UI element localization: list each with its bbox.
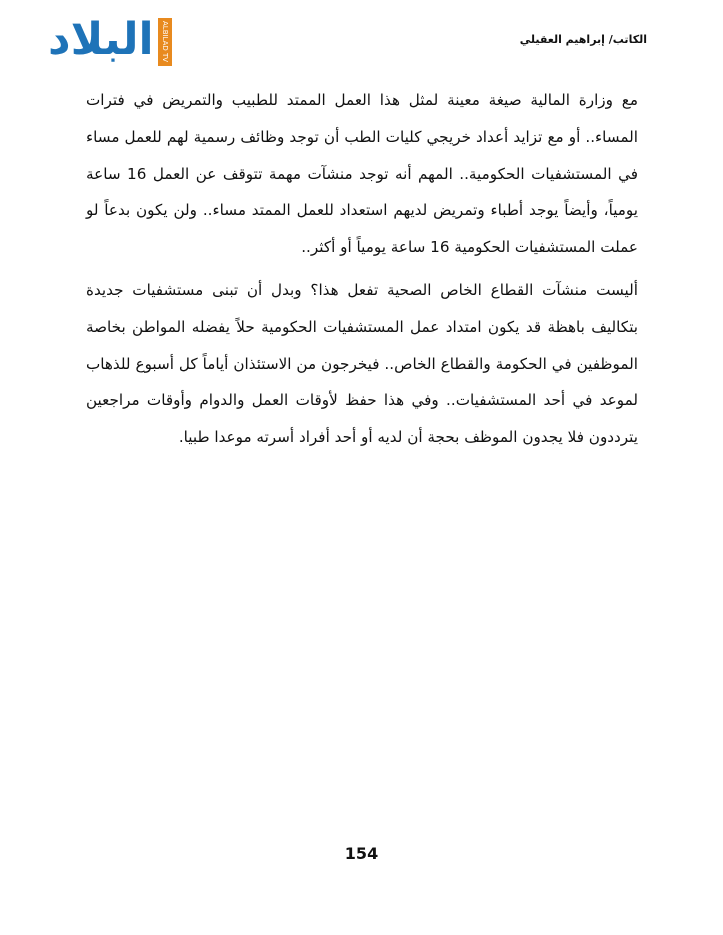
author-line: الكاتب/ إبراهيم العقيلي <box>519 33 647 46</box>
paragraph-2: أليست منشآت القطاع الخاص الصحية تفعل هذا؟ وبدل أن تبنى مستشفيات جديدة بتكاليف باهظة قد يكون امتداد عمل المستشفيات الحكومية حلاً يفضله المواطن بخاصة الموظفين في الحكومة والقطاع الخاص.. فيخرجون من الاستئذان أياماً كل أسبوع للذهاب لموعد في أحد المستشفيات.. وفي هذا حفظ لأوقات العمل والدوام وأوقات مراجعين يترددون فلا يجدون الموظف بحجة أن لديه أو أحد أفراد أسرته موعدا طبيا. <box>86 280 638 447</box>
page-number: 154 <box>344 844 379 863</box>
article-body <box>86 82 638 462</box>
logo-tv-strip: ALBILAD TV <box>158 18 172 66</box>
albilad-logo <box>48 16 176 64</box>
logo-wordmark: البلاد <box>48 14 154 65</box>
paragraph-1: مع وزارة المالية صيغة معينة لمثل هذا العمل الممتد للطبيب والتمريض في فترات المساء.. أو مع تزايد أعداد خريجي كليات الطب أن توجد وظائف رسمية لهم للعمل مساء في المستشفيات الحكومية.. المهم أنه توجد منشآت مهمة تتوقف عن العمل 16 ساعة يومياً، وأيضاً يوجد أطباء وتمريض لديهم استعداد للعمل الممتد مساء.. ولن يكون بدعاً لو عملت المستشفيات الحكومية 16 ساعة يومياً أو أكثر.. <box>86 91 638 257</box>
